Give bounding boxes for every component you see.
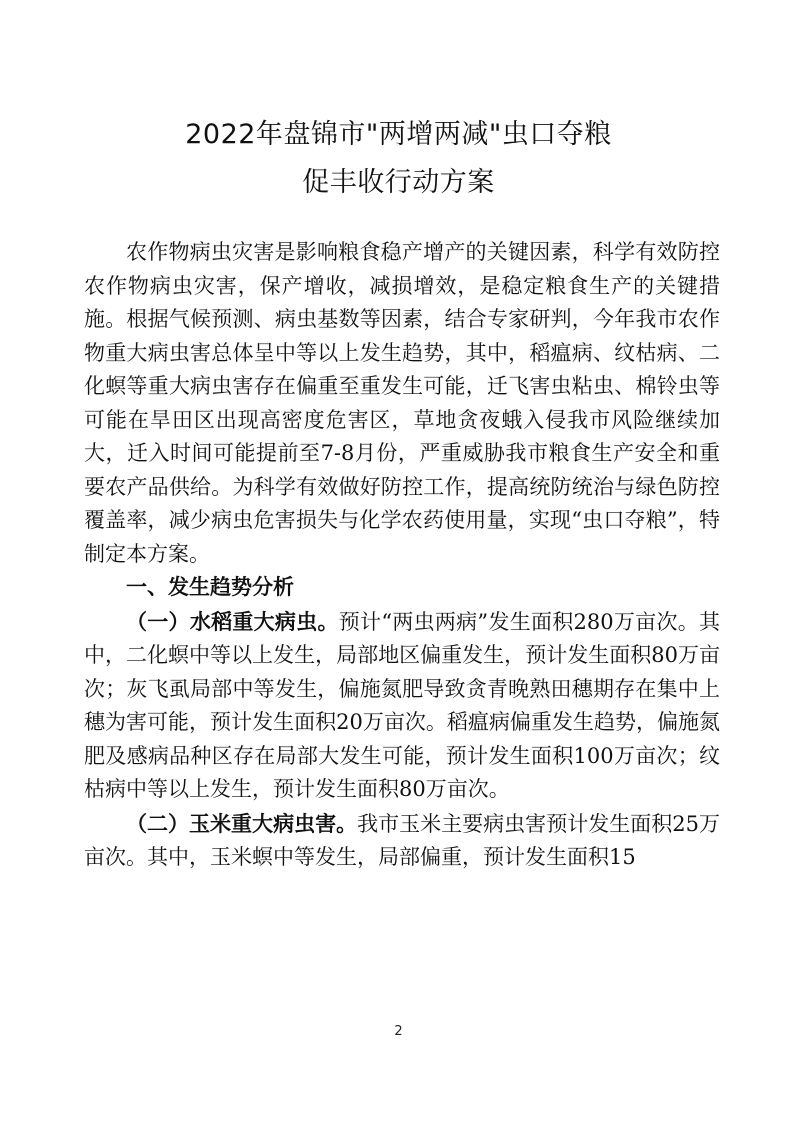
- intro-paragraph: 农作物病虫灾害是影响粮食稳产增产的关键因素，科学有效防控农作物病虫灾害，保产增收，减损增效，是稳定粮食生产的关键措施。根据气候预测、病虫基数等因素，结合专家研判，今年我市农作物重大病虫害总体呈中等以上发生趋势，其中，稻瘟病、纹枯病、二化螟等重大病虫害存在偏重至重发生可能，迁飞害虫粘虫、棉铃虫等可能在旱田区出现高密度危害区，草地贪夜蛾入侵我市风险继续加大，迁入时间可能提前至7-8月份，严重威胁我市粮食生产安全和重要农产品供给。为科学有效做好防控工作，提高统防统治与绿色防控覆盖率，减少病虫危害损失与化学农药使用量，实现“虫口夺粮”，特制定本方案。: [84, 240, 720, 566]
- corn-pests-paragraph: [84, 807, 720, 875]
- section-heading-trend-analysis: 一、发生趋势分析: [126, 575, 294, 599]
- document-title-line-2: 促丰收行动方案: [302, 167, 495, 198]
- rice-pests-text: 预计“两虫两病”发生面积280万亩次。其中，二化螟中等以上发生，局部地区偏重发生，预计发生面积80万亩次；灰飞虱局部中等发生，偏施氮肥导致贪青晚熟田穗期存在集中上穗为害可能，预计发生面积20万亩次。稻瘟病偏重发生趋势，偏施氮肥及感病品种区存在局部大发生可能，预计发生面积100万亩次；纹枯病中等以上发生，预计发生面积80万亩次。: [84, 609, 721, 801]
- corn-pests-label: （二）玉米重大病虫害。: [126, 810, 358, 836]
- corn-pests-text: 我市玉米主要病虫害预计发生面积25万亩次。其中，玉米螟中等发生，局部偏重，预计发生面积15: [84, 811, 720, 869]
- page-number: 2: [394, 1024, 403, 1039]
- rice-pests-label: （一）水稻重大病虫。: [126, 608, 339, 634]
- document-body: [84, 236, 720, 875]
- document-title-line-1: 2022年盘锦市"两增两减"虫口夺粮: [185, 119, 612, 150]
- rice-pests-paragraph: [84, 605, 720, 807]
